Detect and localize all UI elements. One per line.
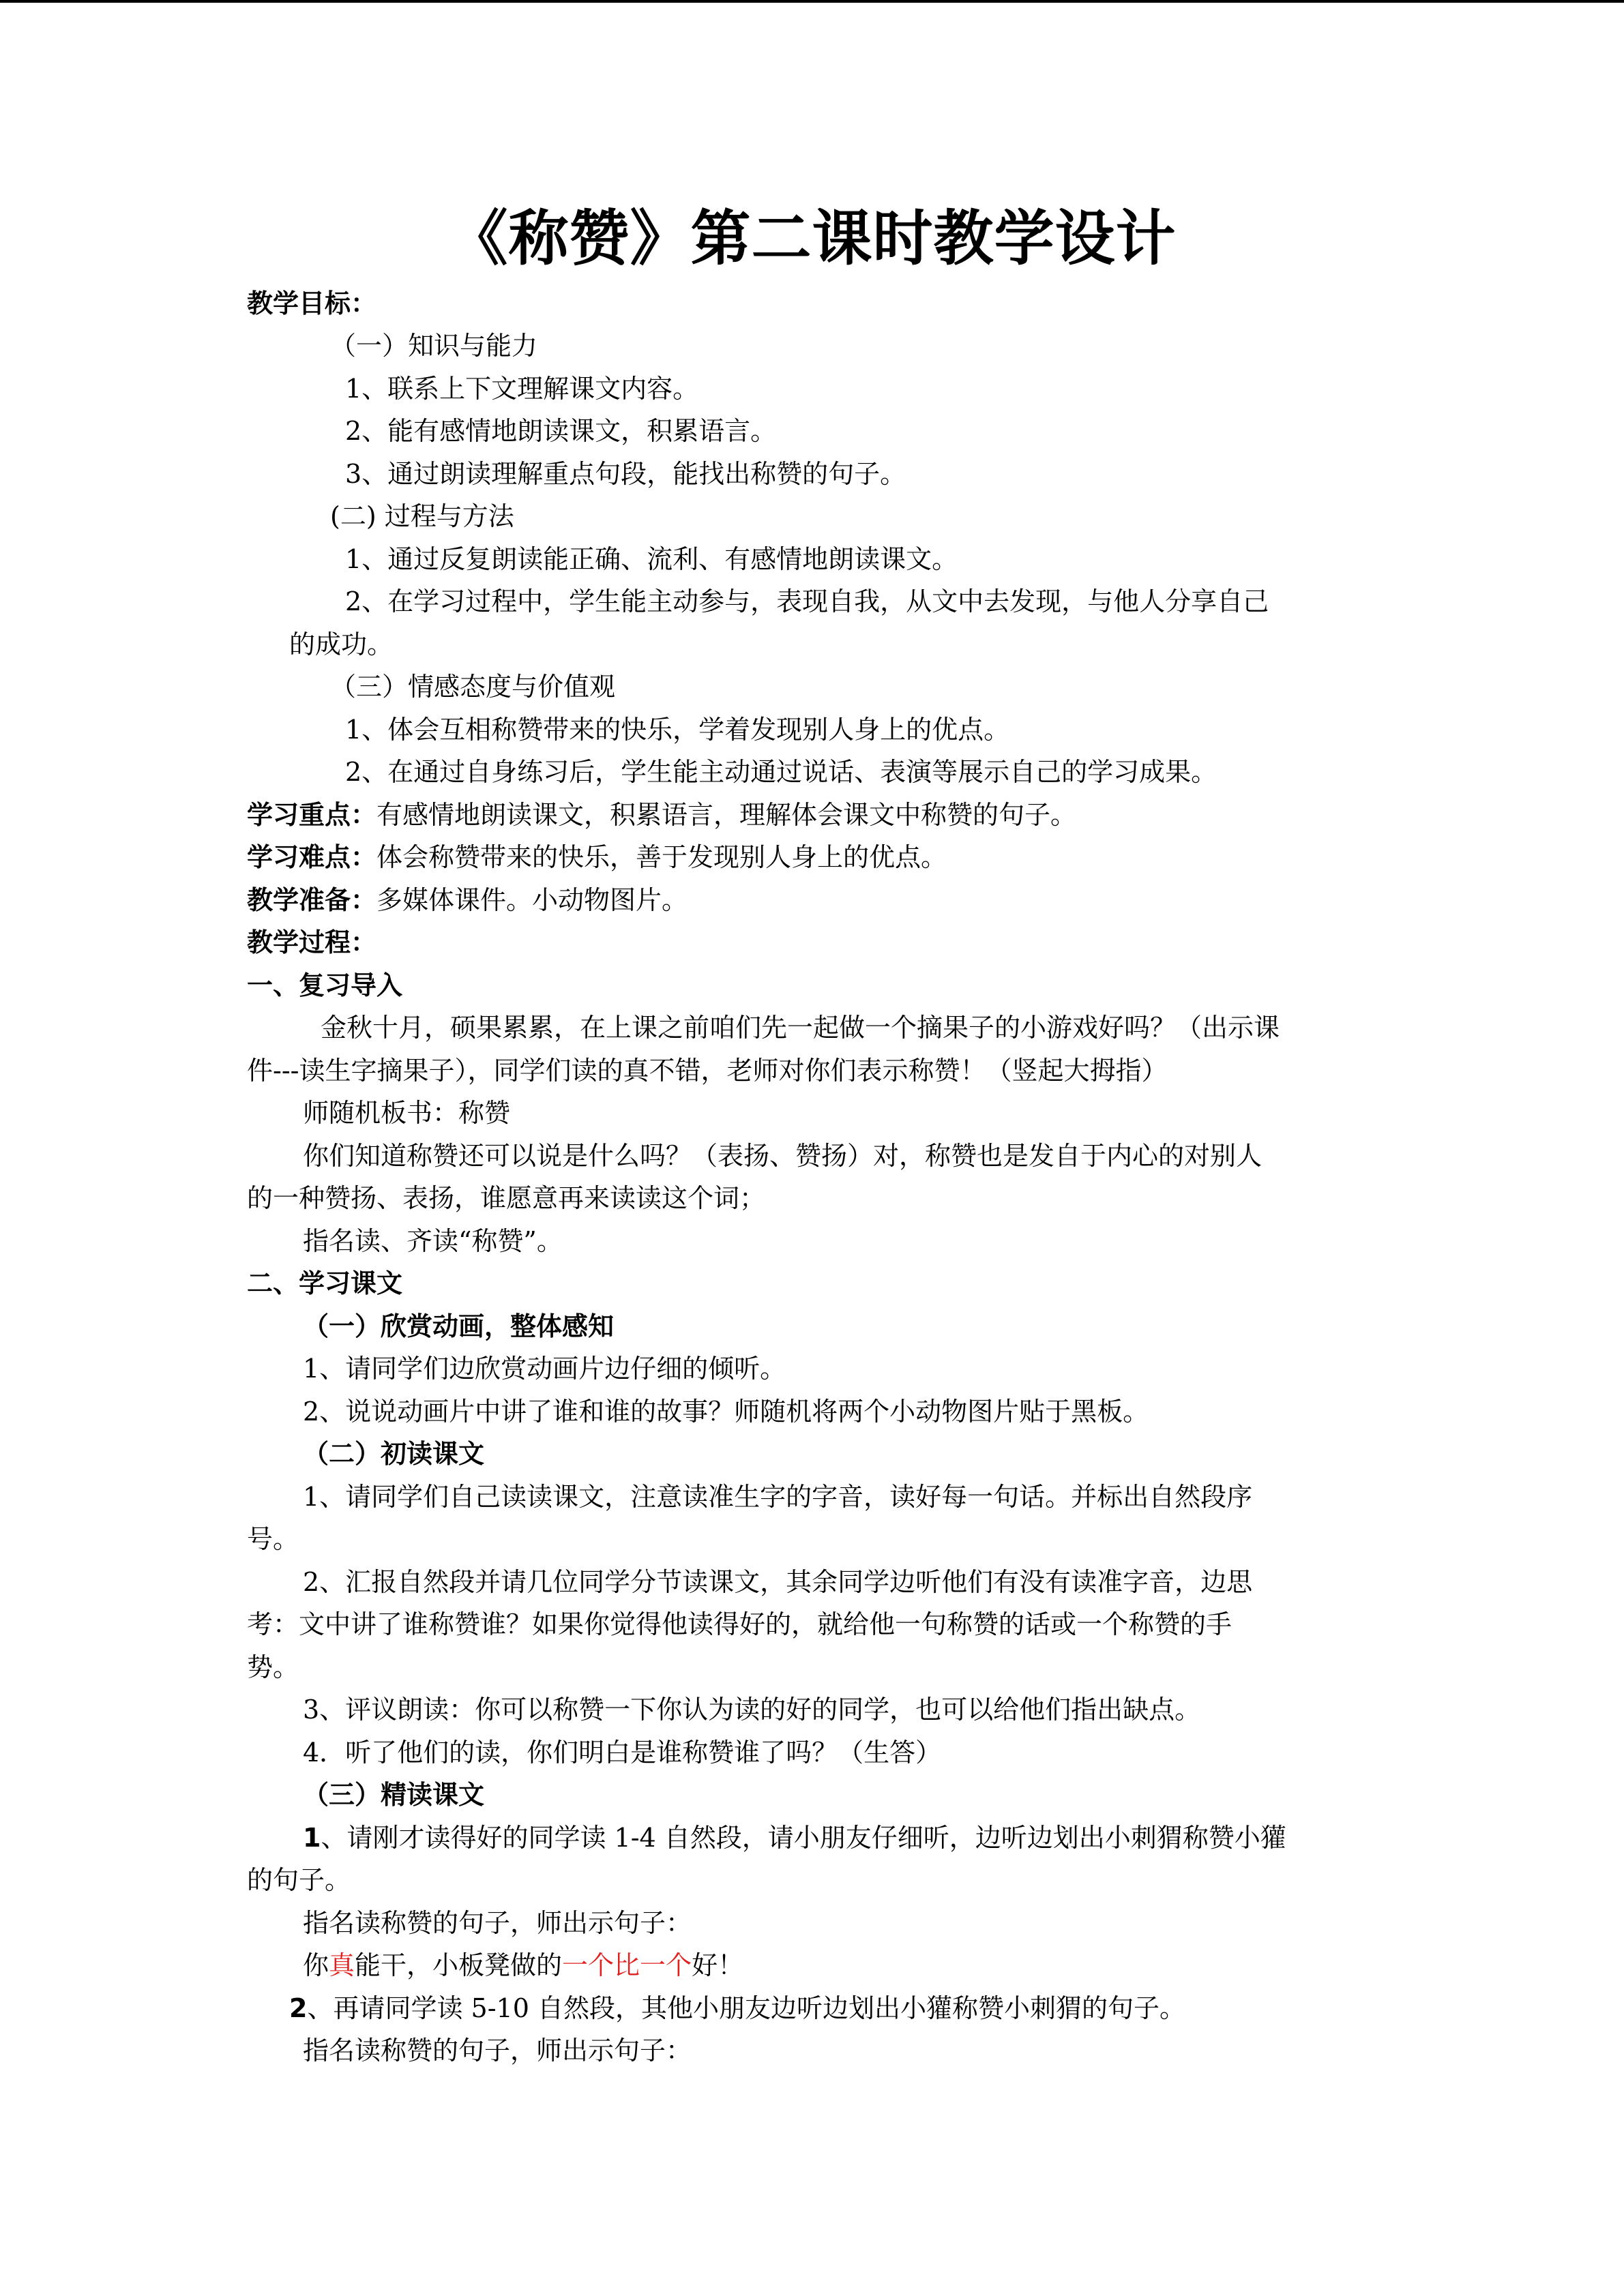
part3-step2-prompt: 指名读称赞的句子，师出示句子： bbox=[303, 2036, 692, 2066]
quote-emphasis-1: 真 bbox=[329, 1950, 355, 1980]
page-top-border bbox=[0, 0, 1624, 3]
part3-step1-cont: 的句子。 bbox=[247, 1865, 351, 1895]
section1-line-4: 你们知道称赞还可以说是什么吗？（表扬、赞扬）对，称赞也是发自于内心的对别人 bbox=[303, 1141, 1263, 1171]
quote-emphasis-2: 一个比一个 bbox=[562, 1950, 692, 1980]
part2-line-4: 考：文中讲了谁称赞谁？如果你觉得他读得好的，就给他一句称赞的话或一个称赞的手 bbox=[247, 1609, 1232, 1639]
knowledge-item-1: 1、联系上下文理解课文内容。 bbox=[345, 374, 699, 404]
process-heading: 教学过程： bbox=[247, 927, 377, 957]
part3-step1 bbox=[303, 1821, 1286, 1855]
preparation-text: 多媒体课件。小动物图片。 bbox=[377, 885, 688, 915]
process-method-item-2: 2、在学习过程中，学生能主动参与，表现自我，从文中去发现，与他人分享自己 bbox=[345, 586, 1269, 616]
objectives-heading: 教学目标： bbox=[247, 288, 377, 318]
part2-line-3: 2、汇报自然段并请几位同学分节读课文，其余同学边听他们有没有读准字音，边思 bbox=[303, 1567, 1253, 1597]
preparation-label: 教学准备： bbox=[247, 885, 377, 915]
part3-step1-number: 1 bbox=[303, 1823, 321, 1853]
part1-heading: （一）欣赏动画，整体感知 bbox=[303, 1311, 615, 1341]
emotion-item-1: 1、体会互相称赞带来的快乐，学着发现别人身上的优点。 bbox=[345, 715, 1010, 745]
section1-line-5: 的一种赞扬、表扬，谁愿意再来读读这个词； bbox=[247, 1183, 766, 1213]
process-method-item-2-cont: 的成功。 bbox=[289, 629, 394, 659]
difficulty bbox=[247, 840, 947, 874]
part3-step2-number: 2 bbox=[289, 1993, 308, 2023]
section1-heading: 一、复习导入 bbox=[247, 970, 403, 1000]
section1-line-6: 指名读、齐读“称赞”。 bbox=[303, 1226, 563, 1256]
praise-quote-1 bbox=[303, 1948, 743, 1982]
part2-line-1: 1、请同学们自己读读课文，注意读准生字的字音，读好每一句话。并标出自然段序 bbox=[303, 1482, 1253, 1512]
part2-line-2: 号。 bbox=[247, 1524, 299, 1554]
emotion-heading: （三）情感态度与价值观 bbox=[330, 672, 616, 702]
quote-text-3: 好！ bbox=[692, 1950, 744, 1980]
quote-text-2: 能干，小板凳做的 bbox=[355, 1950, 563, 1980]
key-point-label: 学习重点： bbox=[247, 800, 377, 830]
difficulty-text: 体会称赞带来的快乐，善于发现别人身上的优点。 bbox=[377, 842, 947, 872]
section2-heading: 二、学习课文 bbox=[247, 1268, 403, 1298]
key-point-text: 有感情地朗读课文，积累语言，理解体会课文中称赞的句子。 bbox=[377, 800, 1077, 830]
process-method-heading: (二) 过程与方法 bbox=[330, 501, 514, 531]
quote-text-1: 你 bbox=[303, 1950, 329, 1980]
part2-line-5: 势。 bbox=[247, 1652, 299, 1682]
part3-step2-text: 、再请同学读 5-10 自然段，其他小朋友边听边划出小獾称赞小刺猬的句子。 bbox=[307, 1993, 1185, 2023]
knowledge-item-2: 2、能有感情地朗读课文，积累语言。 bbox=[345, 416, 777, 446]
part3-step2 bbox=[289, 1991, 1185, 2025]
part2-line-7: 4．听了他们的读，你们明白是谁称赞谁了吗？（生答） bbox=[303, 1738, 942, 1768]
difficulty-label: 学习难点： bbox=[247, 842, 377, 872]
part2-heading: （二）初读课文 bbox=[303, 1439, 485, 1469]
preparation bbox=[247, 883, 688, 917]
part3-step1-prompt: 指名读称赞的句子，师出示句子： bbox=[303, 1908, 692, 1938]
section1-line-1: 金秋十月，硕果累累，在上课之前咱们先一起做一个摘果子的小游戏好吗？（出示课 bbox=[321, 1013, 1280, 1043]
emotion-item-2: 2、在通过自身练习后，学生能主动通过说话、表演等展示自己的学习成果。 bbox=[345, 757, 1217, 787]
key-point bbox=[247, 798, 1076, 832]
knowledge-heading: （一）知识与能力 bbox=[330, 331, 538, 361]
part1-line-1: 1、请同学们边欣赏动画片边仔细的倾听。 bbox=[303, 1354, 786, 1384]
part1-line-2: 2、说说动画片中讲了谁和谁的故事？师随机将两个小动物图片贴于黑板。 bbox=[303, 1397, 1149, 1427]
part2-line-6: 3、评议朗读：你可以称赞一下你认为读的好的同学，也可以给他们指出缺点。 bbox=[303, 1695, 1201, 1725]
process-method-item-1: 1、通过反复朗读能正确、流利、有感情地朗读课文。 bbox=[345, 544, 958, 574]
part3-step1-text: 、请刚才读得好的同学读 1-4 自然段，请小朋友仔细听，边听边划出小刺猬称赞小獾 bbox=[321, 1823, 1286, 1853]
page-title: 《称赞》第二课时教学设计 bbox=[447, 203, 1177, 273]
part3-heading: （三）精读课文 bbox=[303, 1780, 485, 1810]
section1-line-2: 件---读生字摘果子），同学们读的真不错，老师对你们表示称赞！（竖起大拇指） bbox=[247, 1056, 1168, 1086]
knowledge-item-3: 3、通过朗读理解重点句段，能找出称赞的句子。 bbox=[345, 459, 906, 489]
section1-line-3: 师随机板书：称赞 bbox=[303, 1098, 511, 1128]
